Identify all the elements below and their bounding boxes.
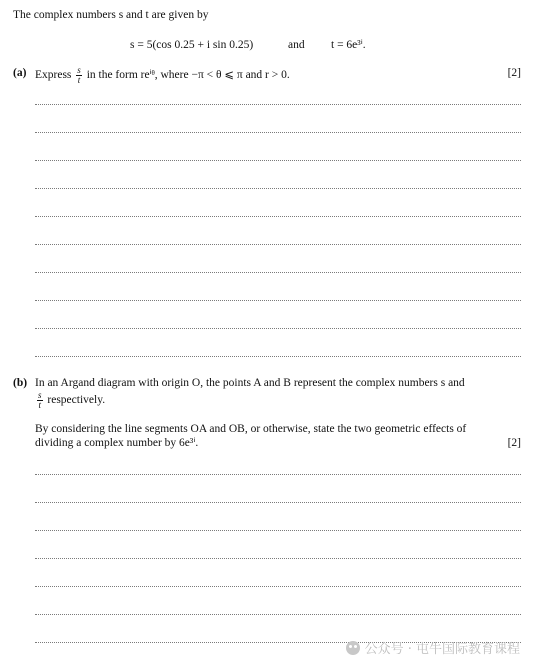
answer-line[interactable]: [35, 188, 521, 189]
answer-line[interactable]: [35, 216, 521, 217]
answer-line[interactable]: [35, 160, 521, 161]
answer-line[interactable]: [35, 104, 521, 105]
part-b-line-2: [35, 391, 105, 410]
answer-line[interactable]: [35, 132, 521, 133]
answer-line[interactable]: [35, 502, 521, 503]
answer-line[interactable]: [35, 586, 521, 587]
part-a-fraction-denominator: t: [77, 75, 81, 85]
part-a-suffix: in the form reⁱᶿ, where −π < θ ⩽ π and r > 0.: [83, 69, 290, 82]
part-a-fraction: [76, 66, 82, 85]
part-a-marks: [2]: [507, 67, 521, 79]
given-equations: [0, 36, 534, 54]
answer-line[interactable]: [35, 300, 521, 301]
part-b-label: (b): [13, 377, 28, 389]
part-b-line-4: dividing a complex number by 6e³ⁱ.: [35, 437, 199, 449]
answer-line[interactable]: [35, 244, 521, 245]
part-b-fraction: [37, 391, 43, 410]
part-a-question: [35, 66, 290, 85]
part-a-label: (a): [13, 67, 27, 79]
watermark: [346, 638, 520, 657]
answer-line[interactable]: [35, 558, 521, 559]
answer-line[interactable]: [35, 614, 521, 615]
wechat-icon: [346, 641, 360, 655]
part-a-fraction-numerator: s: [77, 65, 81, 75]
part-b-fraction-denominator: t: [38, 400, 42, 410]
part-a-prefix: Express: [35, 69, 75, 82]
part-b-fraction-numerator: s: [38, 390, 42, 400]
equation-t: t = 6e³ⁱ.: [331, 39, 366, 51]
part-b-marks: [2]: [507, 437, 521, 449]
intro-text: The complex numbers s and t are given by: [13, 9, 209, 21]
answer-line[interactable]: [35, 530, 521, 531]
equation-and: and: [288, 39, 305, 51]
part-b-line-2-suffix: respectively.: [44, 394, 106, 407]
part-b-line-3: By considering the line segments OA and OB, or otherwise, state the two geometric effects of: [35, 423, 467, 435]
answer-line[interactable]: [35, 328, 521, 329]
watermark-text: 公众号 · 屯牛国际教育课程: [364, 642, 520, 657]
part-b-line-1: In an Argand diagram with origin O, the points A and B represent the complex numbers s and: [35, 377, 465, 389]
answer-line[interactable]: [35, 356, 521, 357]
answer-line[interactable]: [35, 474, 521, 475]
answer-line[interactable]: [35, 272, 521, 273]
equation-s: s = 5(cos 0.25 + i sin 0.25): [130, 39, 254, 51]
